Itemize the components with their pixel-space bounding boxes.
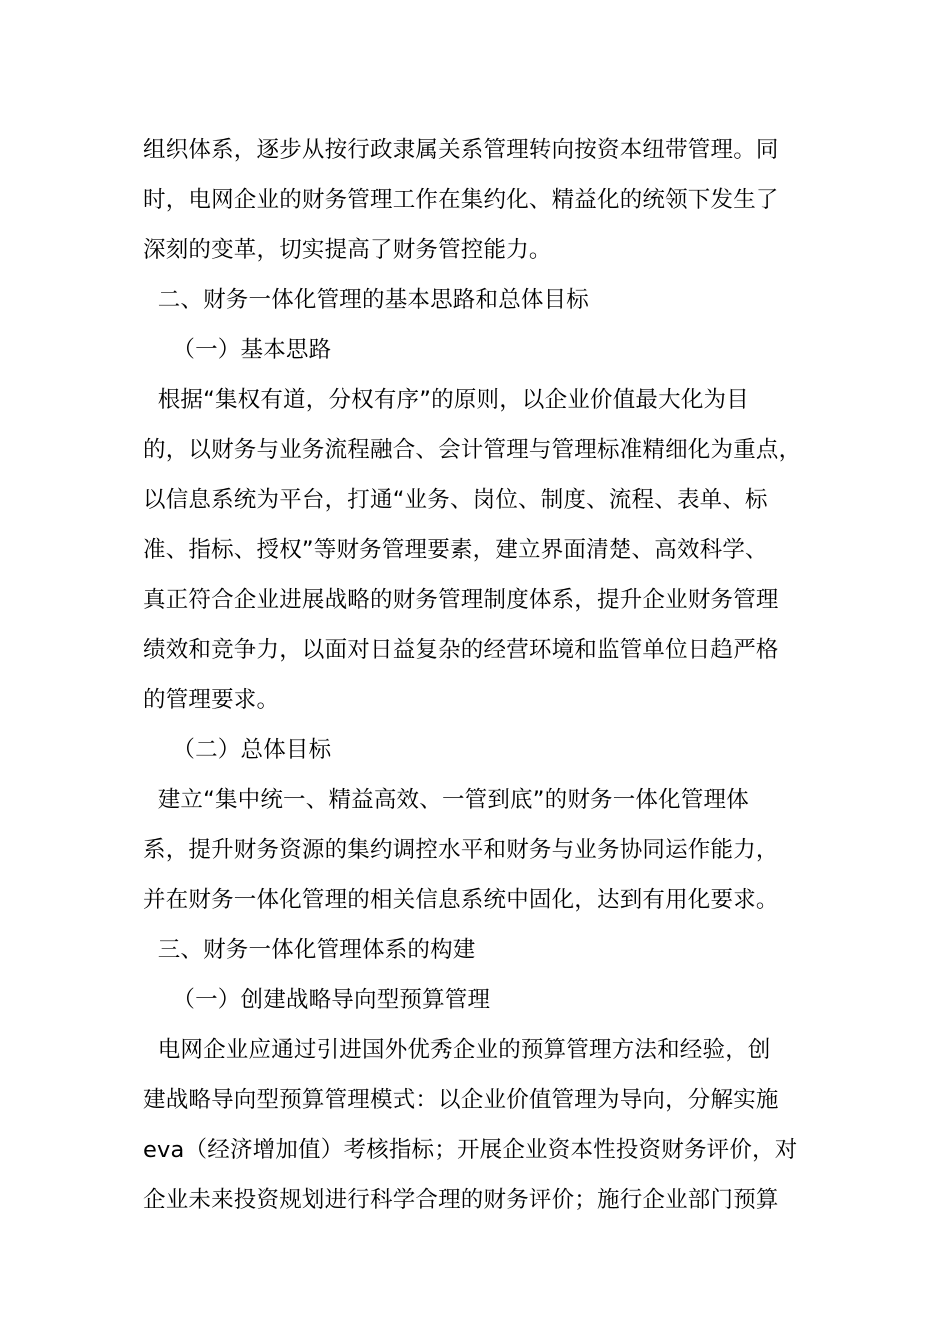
- subsection-heading: （一）基本思路: [143, 337, 332, 363]
- section-heading: 二、财务一体化管理的基本思路和总体目标: [143, 287, 590, 313]
- text-line: 的，以财务与业务流程融合、会计管理与管理标准精细化为重点，: [143, 437, 802, 463]
- text-line: 并在财务一体化管理的相关信息系统中固化，达到有用化要求。: [143, 887, 779, 913]
- text-line: 深刻的变革，切实提高了财务管控能力。: [143, 237, 552, 263]
- text-line: 准、指标、授权”等财务管理要素，建立界面清楚、高效科学、: [143, 537, 768, 563]
- text-line: 系，提升财务资源的集约调控水平和财务与业务协同运作能力，: [143, 837, 779, 863]
- text-line: 建战略导向型预算管理模式：以企业价值管理为导向，分解实施: [143, 1087, 779, 1113]
- text-line: 绩效和竞争力，以面对日益复杂的经营环境和监管单位日趋严格: [143, 637, 779, 663]
- text-line: 的管理要求。: [143, 687, 280, 713]
- text-line: eva（经济增加值）考核指标；开展企业资本性投资财务评价，对: [143, 1137, 798, 1163]
- text-line: 组织体系，逐步从按行政隶属关系管理转向按资本纽带管理。同: [143, 137, 779, 163]
- text-line: 电网企业应通过引进国外优秀企业的预算管理方法和经验，创: [143, 1037, 771, 1063]
- text-line: 企业未来投资规划进行科学合理的财务评价；施行企业部门预算: [143, 1187, 779, 1213]
- subsection-heading: （二）总体目标: [143, 737, 332, 763]
- text-line: 建立“集中统一、精益高效、一管到底”的财务一体化管理体: [143, 787, 749, 813]
- text-line: 以信息系统为平台，打通“业务、岗位、制度、流程、表单、标: [143, 487, 768, 513]
- text-line: 真正符合企业进展战略的财务管理制度体系，提升企业财务管理: [143, 587, 779, 613]
- subsection-heading: （一）创建战略导向型预算管理: [143, 987, 491, 1013]
- text-line: 根据“集权有道，分权有序”的原则，以企业价值最大化为目: [143, 387, 749, 413]
- section-heading: 三、财务一体化管理体系的构建: [143, 937, 476, 963]
- text-line: 时，电网企业的财务管理工作在集约化、精益化的统领下发生了: [143, 187, 779, 213]
